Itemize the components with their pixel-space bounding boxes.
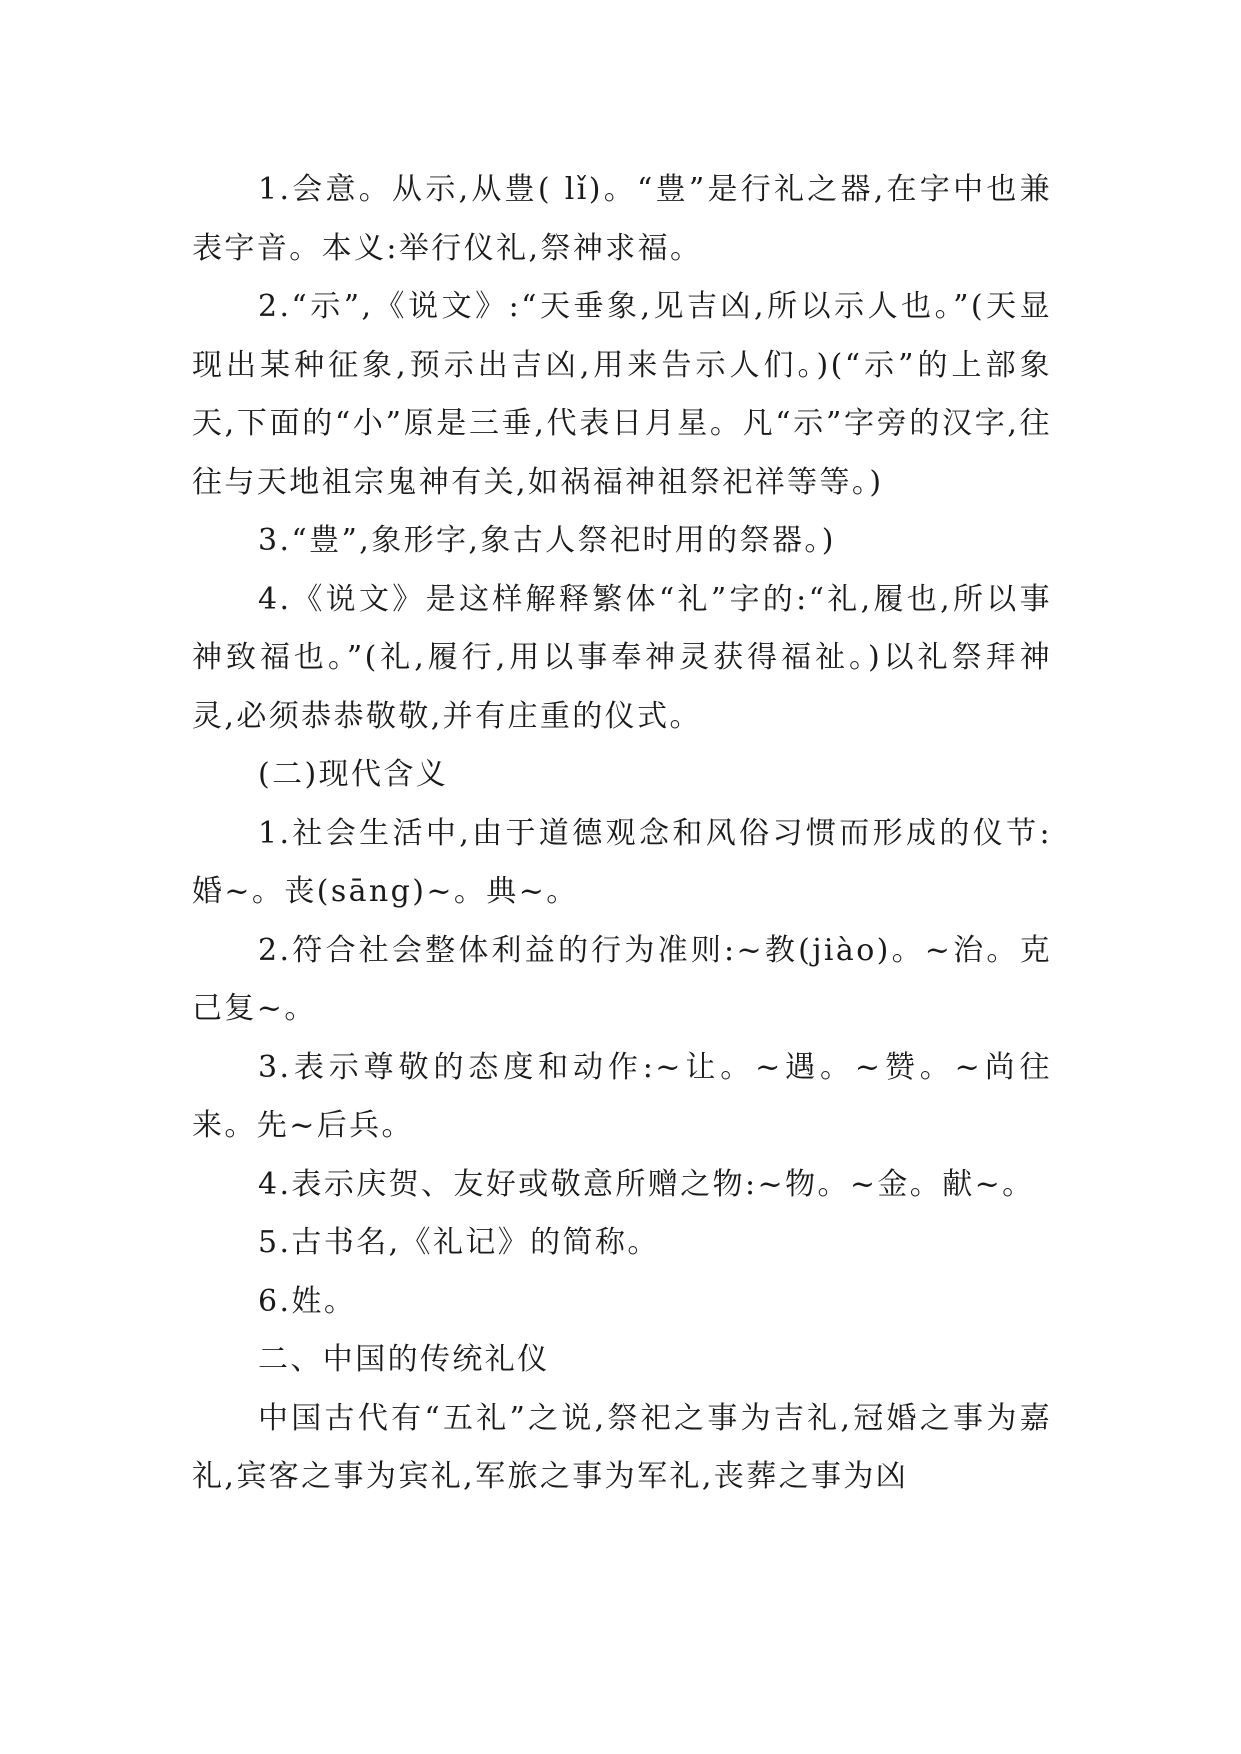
paragraph-modern-4: 4.表示庆贺、友好或敬意所赠之物:~物。~金。献~。 (258, 1166, 1035, 1202)
paragraph-modern-2: 2.符合社会整体利益的行为准则:~教(jiào)。~治。克己复~。 (192, 932, 1052, 1026)
paragraph-huiyi: 1.会意。从示,从豊( lǐ)。“豊”是行礼之器,在字中也兼表字音。本义:举行仪礼,祭神求福。 (192, 172, 1052, 266)
section-heading-modern-meaning: (二)现代含义 (258, 757, 449, 792)
paragraph-five-rites: 中国古代有“五礼”之说,祭祀之事为吉礼,冠婚之事为嘉礼,宾客之事为宾礼,军旅之事为军礼,丧葬之事为凶 (192, 1400, 1052, 1494)
paragraph-modern-6: 6.姓。 (258, 1283, 357, 1319)
paragraph-li-vessel: 3.“豊”,象形字,象古人祭祀时用的祭器。) (258, 523, 836, 558)
paragraph-shi-shuowen: 2.“示”,《说文》:“天垂象,见吉凶,所以示人也。”(天显现出某种征象,预示出吉凶,用来告示人们。)(“示”的上部象天,下面的“小”原是三垂,代表日月星。凡“示”字旁的汉字,往往与天地祖宗鬼神有关,如祸福神祖祭祀祥等等。) (192, 289, 1052, 500)
section-heading-traditional-etiquette: 二、中国的传统礼仪 (258, 1342, 550, 1377)
paragraph-modern-1: 1.社会生活中,由于道德观念和风俗习惯而形成的仪节:婚~。丧(sāng)~。典~。 (192, 815, 1052, 909)
paragraph-modern-3: 3.表示尊敬的态度和动作:~让。~遇。~赞。~尚往来。先~后兵。 (192, 1049, 1052, 1143)
paragraph-shuowen-li: 4.《说文》是这样解释繁体“礼”字的:“礼,履也,所以事神致福也。”(礼,履行,用以事奉神灵获得福祉。)以礼祭拜神灵,必须恭恭敬敬,并有庄重的仪式。 (192, 581, 1052, 734)
paragraph-modern-5: 5.古书名,《礼记》的简称。 (258, 1225, 660, 1260)
body-text (192, 161, 1052, 1507)
